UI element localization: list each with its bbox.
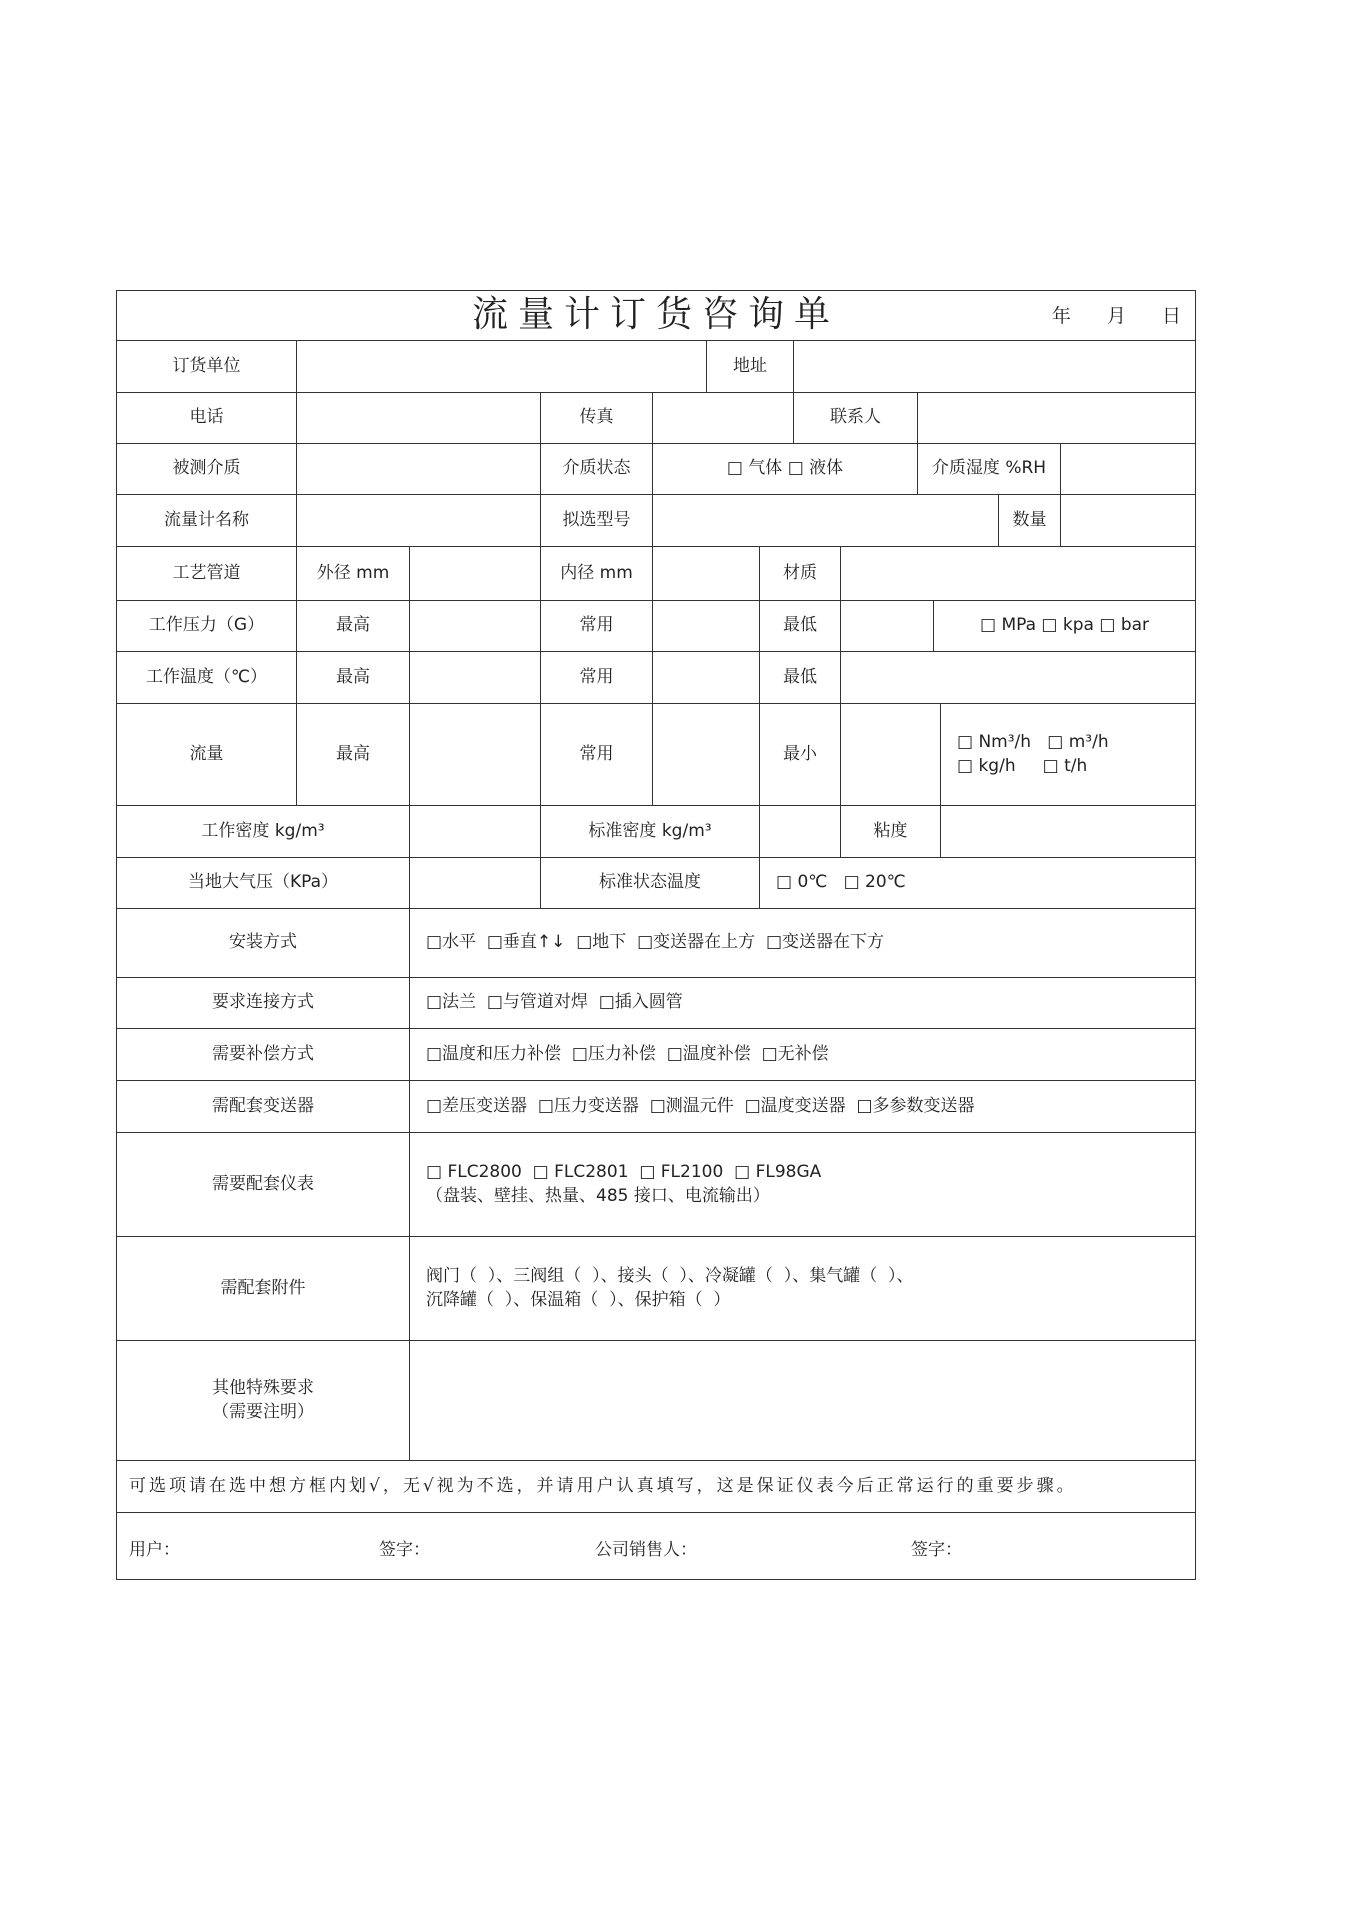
flow-max-field[interactable] [410,704,541,806]
label-medium-state: 介质状态 [541,444,653,495]
accessories-line-1: 阀门（ ）、三阀组（ ）、接头（ ）、冷凝罐（ ）、集气罐（ ）、 [426,1265,914,1286]
label-pressure-normal: 常用 [541,601,653,652]
pressure-normal-field[interactable] [653,601,760,652]
other-requirements-note: （需要注明） [212,1401,314,1422]
label-material: 材质 [760,547,841,601]
temperature-normal-field[interactable] [653,652,760,704]
label-temperature-normal: 常用 [541,652,653,704]
label-contact: 联系人 [794,393,918,444]
instrument-options[interactable] [410,1133,1196,1237]
accessories-field[interactable] [410,1237,1196,1341]
label-medium: 被测介质 [117,444,297,495]
humidity-field[interactable] [1061,444,1196,495]
label-work-density: 工作密度 kg/m³ [117,806,410,858]
label-quantity: 数量 [999,495,1061,547]
material-field[interactable] [841,547,1196,601]
flow-min-field[interactable] [841,704,941,806]
label-flow-min: 最小 [760,704,841,806]
instruction-note: 可选项请在选中想方框内划√，无√视为不选，并请用户认真填写，这是保证仪表今后正常运行的重要步骤。 [117,1461,1196,1513]
label-address: 地址 [707,341,794,393]
pressure-unit-options[interactable]: □ MPa □ kpa □ bar [934,601,1196,652]
sales-sign-label: 签字： [911,1540,962,1560]
quantity-field[interactable] [1061,495,1196,547]
label-accessories: 需配套附件 [117,1237,410,1341]
contact-field[interactable] [918,393,1196,444]
sales-label: 公司销售人： [595,1540,697,1560]
label-instrument: 需要配套仪表 [117,1133,410,1237]
order-unit-field[interactable] [297,341,707,393]
label-temperature: 工作温度（℃） [117,652,297,704]
address-field[interactable] [794,341,1196,393]
other-requirements-label: 其他特殊要求 [212,1377,314,1398]
label-std-density: 标准密度 kg/m³ [541,806,760,858]
meter-name-field[interactable] [297,495,541,547]
pressure-min-field[interactable] [841,601,934,652]
label-compensation: 需要补偿方式 [117,1029,410,1081]
label-pressure-max: 最高 [297,601,410,652]
user-label: 用户： [129,1540,180,1560]
label-pressure: 工作压力（G） [117,601,297,652]
flow-units-line-1[interactable]: □ Nm³/h □ m³/h [957,731,1109,752]
label-other [117,1341,410,1461]
medium-state-options[interactable]: □ 气体 □ 液体 [653,444,918,495]
instrument-note: （盘装、壁挂、热量、485 接口、电流输出） [426,1185,770,1206]
transmitter-options[interactable]: □差压变送器 □压力变送器 □测温元件 □温度变送器 □多参数变送器 [410,1081,1196,1133]
other-requirements-field[interactable] [410,1341,1196,1461]
connection-options[interactable]: □法兰 □与管道对焊 □插入圆管 [410,978,1196,1029]
label-transmitter: 需配套变送器 [117,1081,410,1133]
label-outer-diameter: 外径 mm [297,547,410,601]
date-label: 年 月 日 [1051,305,1181,327]
label-temperature-max: 最高 [297,652,410,704]
temperature-min-field[interactable] [841,652,1196,704]
atm-pressure-field[interactable] [410,858,541,909]
work-density-field[interactable] [410,806,541,858]
label-inner-diameter: 内径 mm [541,547,653,601]
label-pressure-min: 最低 [760,601,841,652]
medium-field[interactable] [297,444,541,495]
accessories-line-2: 沉降罐（ ）、保温箱（ ）、保护箱（ ） [426,1289,731,1310]
label-install: 安装方式 [117,909,410,978]
label-flow: 流量 [117,704,297,806]
form-title: 流量计订货咨询单 [471,294,840,336]
pressure-max-field[interactable] [410,601,541,652]
phone-field[interactable] [297,393,541,444]
flow-normal-field[interactable] [653,704,760,806]
compensation-options[interactable]: □温度和压力补偿 □压力补偿 □温度补偿 □无补偿 [410,1029,1196,1081]
flow-units-line-2[interactable]: □ kg/h □ t/h [957,755,1088,776]
outer-diameter-field[interactable] [410,547,541,601]
fax-field[interactable] [653,393,794,444]
label-fax: 传真 [541,393,653,444]
flow-unit-options[interactable] [941,704,1196,806]
label-pipe: 工艺管道 [117,547,297,601]
user-sign-label: 签字： [379,1540,430,1560]
inner-diameter-field[interactable] [653,547,760,601]
viscosity-field[interactable] [941,806,1196,858]
label-viscosity: 粘度 [841,806,941,858]
install-options[interactable]: □水平 □垂直↑↓ □地下 □变送器在上方 □变送器在下方 [410,909,1196,978]
signature-row [117,1513,1196,1580]
label-model: 拟选型号 [541,495,653,547]
label-temperature-min: 最低 [760,652,841,704]
label-connection: 要求连接方式 [117,978,410,1029]
label-humidity: 介质湿度 %RH [918,444,1061,495]
instrument-models[interactable]: □ FLC2800 □ FLC2801 □ FL2100 □ FL98GA [426,1161,822,1182]
label-flow-max: 最高 [297,704,410,806]
model-field[interactable] [653,495,999,547]
form-header [117,291,1196,341]
label-order-unit: 订货单位 [117,341,297,393]
std-temp-options[interactable]: □ 0℃ □ 20℃ [760,858,1196,909]
order-inquiry-form [116,290,1196,1580]
temperature-max-field[interactable] [410,652,541,704]
std-density-field[interactable] [760,806,841,858]
label-meter-name: 流量计名称 [117,495,297,547]
label-atm-pressure: 当地大气压（KPa） [117,858,410,909]
label-std-temp: 标准状态温度 [541,858,760,909]
label-phone: 电话 [117,393,297,444]
label-flow-normal: 常用 [541,704,653,806]
